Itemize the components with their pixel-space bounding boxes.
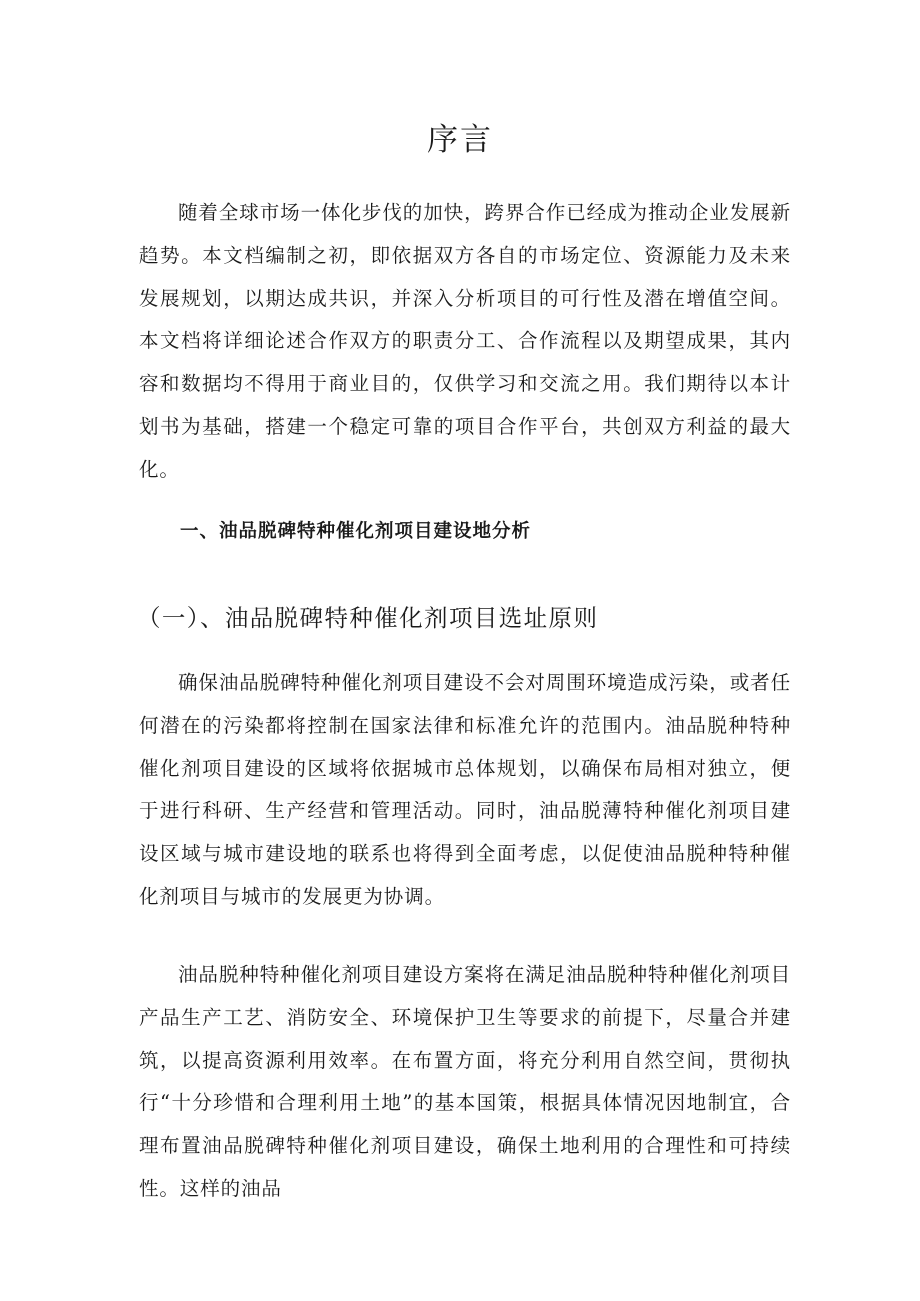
- intro-paragraph: 随着全球市场一体化步伐的加快，跨界合作已经成为推动企业发展新趋势。本文档编制之初，即依据双方各自的市场定位、资源能力及未来发展规划，以期达成共识，并深入分析项目的可行性及潜在增值空间。本文档将详细论述合作双方的职责分工、合作流程以及期望成果，其内容和数据均不得用于商业目的，仅供学习和交流之用。我们期待以本计划书为基础，搭建一个稳定可靠的项目合作平台，共创双方利益的最大化。: [139, 201, 791, 481]
- body-paragraph-1: 确保油品脱碑特种催化剂项目建设不会对周围环境造成污染，或者任何潜在的污染都将控制在国家法律和标准允许的范围内。油品脱种特种催化剂项目建设的区域将依据城市总体规划，以确保布局相对独立，便于进行科研、生产经营和管理活动。同时，油品脱薄特种催化剂项目建设区域与城市建设地的联系也将得到全面考虑，以促使油品脱种特种催化剂项目与城市的发展更为协调。: [139, 671, 791, 908]
- body-paragraph-2: 油品脱种特种催化剂项目建设方案将在满足油品脱种特种催化剂项目产品生产工艺、消防安全、环境保护卫生等要求的前提下，尽量合并建筑，以提高资源利用效率。在布置方面，将充分利用自然空间，贯彻执行“十分珍惜和合理利用土地”的基本国策，根据具体情况因地制宜，合理布置油品脱碑特种催化剂项目建设，确保土地利用的合理性和可持续性。这样的油品: [139, 963, 791, 1200]
- page-title: 序言: [427, 122, 493, 158]
- section-heading: 一、油品脱碑特种催化剂项目建设地分析: [180, 521, 532, 542]
- subsection-heading: （一）、油品脱碑特种催化剂项目选址原则: [137, 604, 599, 632]
